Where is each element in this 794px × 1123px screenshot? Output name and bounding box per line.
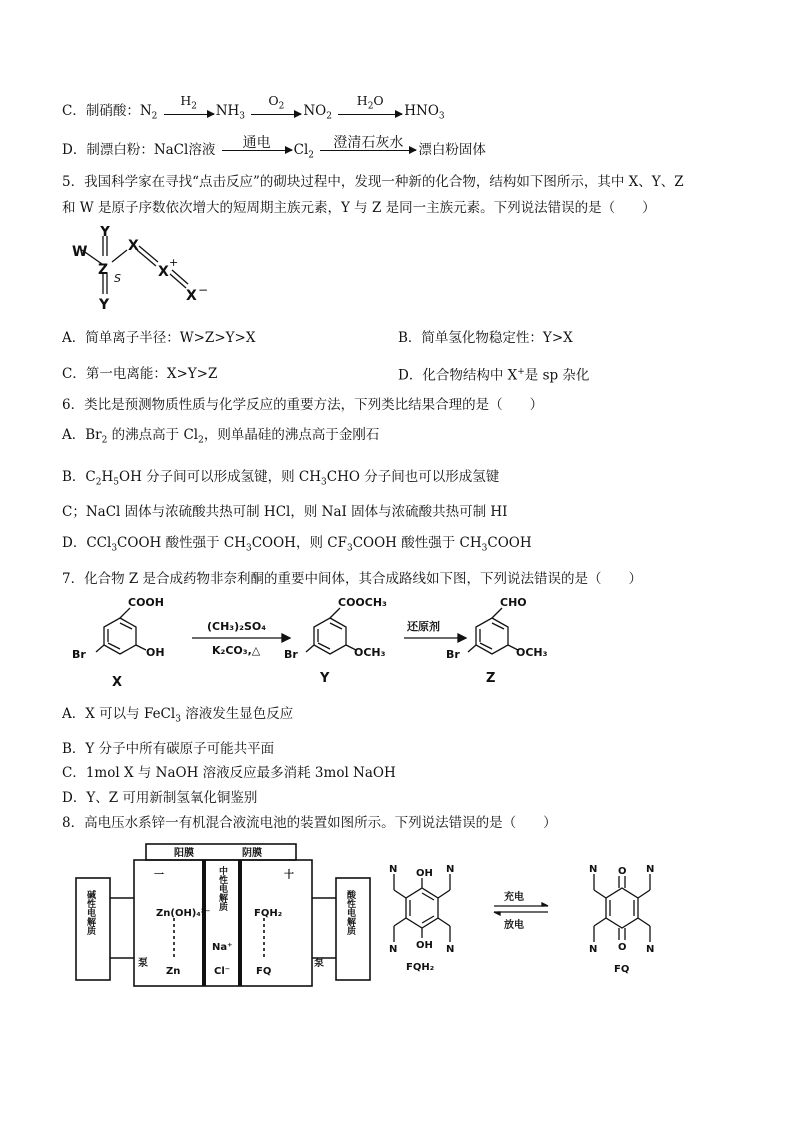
svg-text:OCH₃: OCH₃ (354, 646, 386, 659)
svg-text:OH: OH (416, 940, 433, 951)
reaction-arrow: $H_2$ (164, 94, 214, 115)
svg-text:十: 十 (284, 870, 294, 881)
svg-text:Na⁺: Na⁺ (212, 942, 233, 953)
q7-stem: 7．化合物 Z 是合成药物非奈利酮的重要中间体，其合成路线如下图，下列说法错误的是（ ） (62, 571, 643, 587)
q6-option-c: C；NaCl 固体与浓硫酸共热可制 HCl，则 NaI 固体与浓硫酸共热可制 HI (62, 504, 508, 520)
svg-text:泵: 泵 (314, 958, 324, 969)
svg-text:Br: Br (72, 648, 86, 661)
svg-text:Y: Y (320, 671, 330, 686)
q7-option-c: C．1mol X 与 NaOH 溶液反应最多消耗 3mol NaOH (62, 765, 396, 781)
svg-text:−: − (198, 283, 209, 297)
svg-text:碱性电解质: 碱性电解质 (85, 890, 95, 935)
atom-x2: X (158, 264, 169, 280)
svg-text:Cl⁻: Cl⁻ (214, 966, 231, 977)
svg-text:N: N (646, 864, 655, 875)
atom-w: W (72, 244, 88, 260)
atom-x1: X (128, 238, 139, 254)
q6-option-a: A．$Br_2$ 的沸点高于 $Cl_2$，则单晶硅的沸点高于金刚石 (62, 427, 380, 446)
q8-stem: 8．高电压水系锌一有机混合液流电池的装置如图所示。下列说法错误的是（ ） (62, 815, 557, 831)
reaction-arrow: 澄清石灰水 (320, 136, 416, 151)
atom-y-top: Y (100, 226, 111, 240)
q5-stem-line2: 和 W 是原子序数依次增大的短周期主族元素，Y 与 Z 是同一主族元素。下列说法错误的是（ ） (62, 200, 656, 216)
svg-text:COOH: COOH (128, 598, 164, 609)
q4-option-d: D．制漂白粉：NaCl溶液 通电 $Cl_2$ 澄清石灰水 漂白粉固体 (62, 135, 486, 161)
q5-stem-line1: 5．我国科学家在寻找“点击反应”的砌块过程中，发现一种新的化合物，结构如下图所示，其中 X、Y、Z (62, 174, 684, 190)
q6-stem: 6．类比是预测物质性质与化学反应的重要方法，下列类比结果合理的是（ ） (62, 397, 544, 413)
svg-text:中性电解质: 中性电解质 (217, 866, 227, 911)
svg-text:N: N (589, 864, 598, 875)
svg-text:泵: 泵 (138, 958, 148, 969)
s-label: S (114, 272, 121, 285)
svg-text:阴膜: 阴膜 (242, 848, 262, 859)
svg-text:OH: OH (146, 646, 165, 659)
q7-option-a: A．X 可以与 FeCl$_3$ 溶液发生显色反应 (62, 706, 294, 725)
reaction-arrow: 通电 (222, 136, 292, 151)
svg-text:O: O (618, 866, 627, 877)
svg-text:Zn: Zn (166, 966, 181, 977)
svg-text:N: N (389, 944, 398, 955)
svg-text:充电: 充电 (504, 892, 524, 903)
svg-text:Z: Z (486, 671, 496, 686)
svg-text:N: N (589, 944, 598, 955)
svg-text:O: O (618, 942, 627, 953)
atom-z: Z (98, 262, 109, 278)
q7-option-b: B．Y 分子中所有碳原子可能共平面 (62, 741, 275, 757)
svg-text:X: X (112, 675, 123, 690)
q5-structure (62, 226, 222, 316)
q5-option-d: D．化合物结构中 X+是 sp 杂化 (398, 367, 590, 384)
atom-y-bottom: Y (99, 297, 110, 313)
svg-text:N: N (446, 944, 455, 955)
reaction-arrow: $O_2$ (251, 94, 301, 115)
q4-option-c: C．制硝酸：$N_2$ $H_2$ $NH_3$ $O_2$ $NO_2$ $H_2O$ $HNO_3$ (62, 93, 445, 122)
q6-option-b: B．$C_2H_5OH$ 分子间可以形成氢键，则 $CH_3CHO$ 分子间也可以形成氢键 (62, 469, 500, 488)
svg-text:N: N (646, 944, 655, 955)
q5-option-c: C．第一电离能：X>Y>Z (62, 366, 218, 382)
svg-text:(CH₃)₂SO₄: (CH₃)₂SO₄ (207, 620, 267, 633)
svg-text:N: N (446, 864, 455, 875)
svg-text:阳膜: 阳膜 (174, 848, 194, 859)
atom-x3: X (186, 288, 197, 304)
svg-text:还原剂: 还原剂 (407, 620, 440, 633)
q8-redox-equilibrium (376, 848, 696, 988)
svg-text:Br: Br (284, 648, 298, 661)
svg-text:OH: OH (416, 868, 433, 879)
svg-text:OCH₃: OCH₃ (516, 646, 548, 659)
svg-text:+: + (169, 256, 179, 269)
svg-text:FQH₂: FQH₂ (254, 908, 283, 919)
q8-battery-diagram (74, 838, 374, 988)
svg-text:一: 一 (154, 870, 164, 881)
q5-option-a: A．简单离子半径：W>Z>Y>X (62, 330, 256, 346)
svg-text:COOCH₃: COOCH₃ (338, 598, 387, 609)
q7-synthesis-route (62, 598, 562, 693)
svg-text:Zn(OH)₄²⁻: Zn(OH)₄²⁻ (156, 908, 211, 919)
q7-option-d: D．Y、Z 可用新制氢氧化铜鉴别 (62, 790, 258, 806)
svg-text:N: N (389, 864, 398, 875)
q5-option-b: B．简单氢化物稳定性：Y>X (398, 330, 573, 346)
svg-text:FQH₂: FQH₂ (406, 962, 435, 973)
svg-text:FQ: FQ (256, 966, 272, 977)
svg-text:放电: 放电 (504, 920, 524, 931)
reaction-arrow: $H_2O$ (338, 94, 402, 115)
svg-text:FQ: FQ (614, 964, 630, 975)
svg-text:CHO: CHO (500, 598, 527, 609)
q6-option-d: D．CCl$_3$COOH 酸性强于 $CH_3COOH$，则 $CF_3COOH$ 酸性强于 $CH_3COOH$ (62, 535, 532, 554)
svg-text:Br: Br (446, 648, 460, 661)
svg-text:K₂CO₃,△: K₂CO₃,△ (212, 644, 261, 657)
svg-text:酸性电解质: 酸性电解质 (345, 890, 355, 935)
